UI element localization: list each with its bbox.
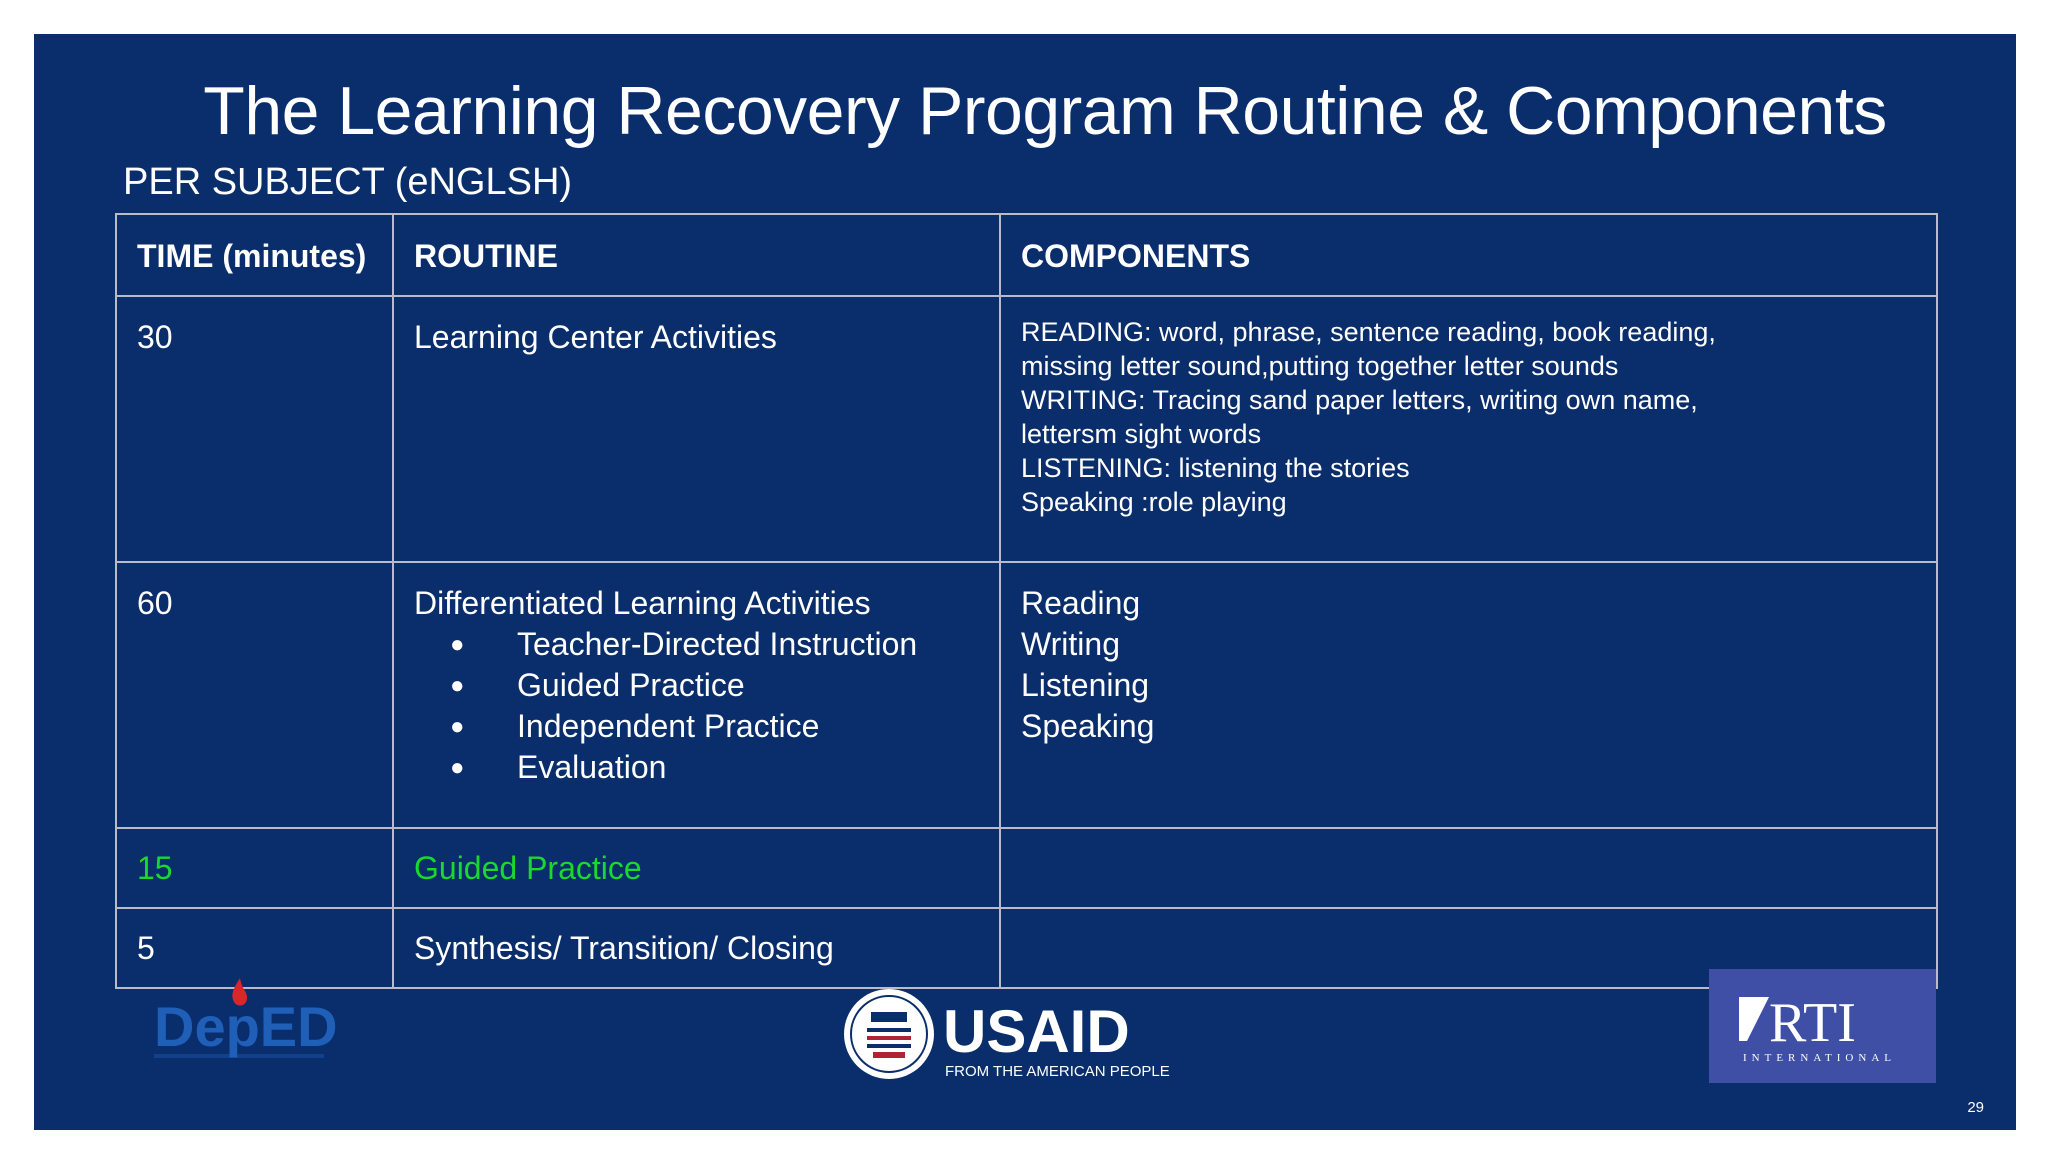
bullet-icon: ● — [450, 713, 465, 740]
component-line: Speaking :role playing — [1021, 487, 1287, 517]
rti-logo — [1709, 969, 1936, 1083]
component-line: LISTENING: listening the stories — [1021, 453, 1410, 483]
list-item: ● Independent Practice — [414, 706, 979, 747]
list-item: ● Evaluation — [414, 747, 979, 788]
component-line: Writing — [1021, 626, 1120, 662]
table-row — [116, 908, 1937, 988]
component-line: lettersm sight words — [1021, 419, 1262, 449]
components-cell — [1000, 828, 1937, 908]
table-header-row — [116, 214, 1937, 296]
rti-subtext: INTERNATIONAL — [1743, 1052, 1896, 1064]
rti-wordmark: RTI — [1769, 992, 1856, 1054]
header-time: TIME (minutes) — [116, 214, 393, 296]
table-row — [116, 296, 1937, 562]
component-line: missing letter sound,putting together letter sounds — [1021, 351, 1619, 381]
components-cell — [1000, 562, 1937, 828]
bullet-icon: ● — [450, 754, 465, 781]
slide-subtitle: PER SUBJECT (eNGLSH) — [123, 161, 573, 203]
header-routine: ROUTINE — [393, 214, 1000, 296]
deped-wordmark-dep: DepED — [154, 995, 338, 1058]
slide — [34, 34, 2016, 1130]
component-line: Listening — [1021, 667, 1150, 703]
table-row — [116, 828, 1937, 908]
bullet-icon: ● — [450, 672, 465, 699]
list-item: ● Guided Practice — [414, 665, 979, 706]
component-line: Speaking — [1021, 708, 1155, 744]
routine-cell — [393, 562, 1000, 828]
time-cell: 5 — [116, 908, 393, 988]
header-components: COMPONENTS — [1000, 214, 1937, 296]
time-cell: 30 — [116, 296, 393, 562]
routine-title: Differentiated Learning Activities — [414, 585, 871, 621]
component-line: Reading — [1021, 585, 1141, 621]
slide-title: The Learning Recovery Program Routine & Components — [203, 73, 1887, 149]
time-cell: 60 — [116, 562, 393, 828]
bullet-icon: ● — [450, 631, 465, 658]
rti-logo-mark — [1709, 969, 1936, 1083]
time-cell: 15 — [116, 828, 393, 908]
usaid-tagline: FROM THE AMERICAN PEOPLE — [945, 1063, 1170, 1080]
routine-cell: Learning Center Activities — [393, 296, 1000, 562]
component-line: WRITING: Tracing sand paper letters, writing own name, — [1021, 385, 1698, 415]
list-item: ● Teacher-Directed Instruction — [414, 624, 979, 665]
table-row — [116, 562, 1937, 828]
routine-cell: Guided Practice — [393, 828, 1000, 908]
deped-logo — [154, 974, 344, 1084]
component-line: READING: word, phrase, sentence reading, book reading, — [1021, 317, 1716, 347]
usaid-wordmark: USAID — [943, 998, 1130, 1065]
routine-cell: Synthesis/ Transition/ Closing — [393, 908, 1000, 988]
routine-bullet-list — [414, 624, 979, 788]
usaid-logo — [843, 984, 1193, 1094]
components-cell — [1000, 296, 1937, 562]
routine-table — [115, 213, 1938, 989]
page-number: 29 — [1967, 1099, 1984, 1116]
